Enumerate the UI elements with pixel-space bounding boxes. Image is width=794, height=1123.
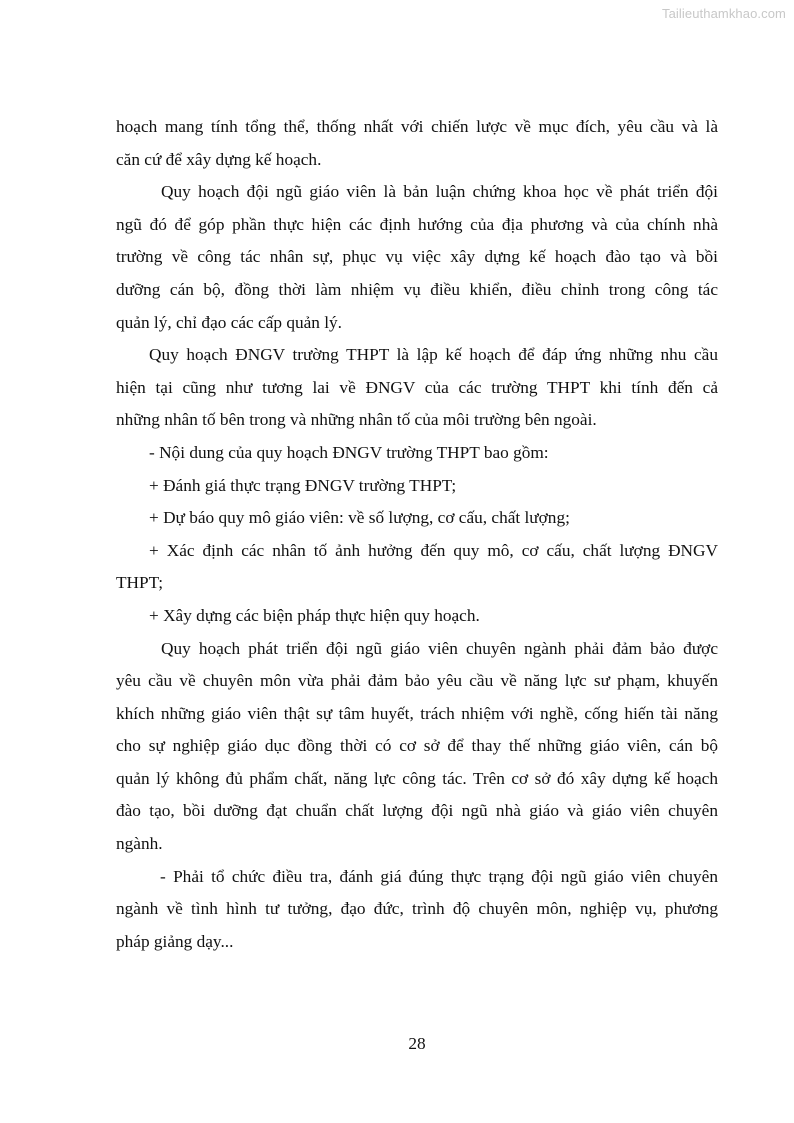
text-line: quản lý, chỉ đạo các cấp quản lý. <box>116 312 343 332</box>
paragraph-first-line: Quy hoạch ĐNGV trường THPT là lập kế hoạch để đáp ứng những nhu cầu <box>149 345 718 365</box>
text-line: yêu cầu về chuyên môn vừa phải đảm bảo yêu cầu về năng lực sư phạm, khuyến <box>116 671 718 691</box>
text-line: THPT; <box>116 573 164 593</box>
text-line: dưỡng cán bộ, đồng thời làm nhiệm vụ điều khiển, điều chỉnh trong công tác <box>116 279 718 299</box>
text-line: hiện tại cũng như tương lai về ĐNGV của các trường THPT khi tính đến cả <box>116 377 718 397</box>
text-line: hoạch mang tính tổng thể, thống nhất với chiến lược về mục đích, yêu cầu và là <box>116 117 718 136</box>
document-body <box>116 111 718 958</box>
text-line: đào tạo, bồi dưỡng đạt chuẩn chất lượng đội ngũ nhà giáo và giáo viên chuyên <box>116 801 718 821</box>
watermark-text: Tailieuthamkhao.com <box>661 6 786 21</box>
list-item: + Xác định các nhân tố ảnh hưởng đến quy mô, cơ cấu, chất lượng ĐNGV <box>149 540 718 560</box>
text-line: cho sự nghiệp giáo dục đồng thời có cơ sở để thay thế những giáo viên, cán bộ <box>116 736 718 756</box>
page-number: 28 <box>408 1034 426 1053</box>
paragraph-first-line: Quy hoạch phát triển đội ngũ giáo viên chuyên ngành phải đảm bảo được <box>161 638 718 658</box>
text-line: ngành. <box>116 834 163 854</box>
text-line: khích những giáo viên thật sự tâm huyết, trách nhiệm với nghề, cống hiến tài năng <box>116 703 718 723</box>
text-line: quản lý không đủ phẩm chất, năng lực công tác. Trên cơ sở đó xây dựng kế hoạch <box>116 768 718 788</box>
paragraph-first-line: - Phải tổ chức điều tra, đánh giá đúng thực trạng đội ngũ giáo viên chuyên <box>160 866 718 886</box>
text-line: trường về công tác nhân sự, phục vụ việc xây dựng kế hoạch đào tạo và bồi <box>116 247 718 267</box>
text-line: căn cứ để xây dựng kế hoạch. <box>116 149 322 169</box>
list-item: + Dự báo quy mô giáo viên: về số lượng, cơ cấu, chất lượng; <box>149 508 570 528</box>
list-item: + Xây dựng các biện pháp thực hiện quy hoạch. <box>149 605 480 625</box>
list-heading: - Nội dung của quy hoạch ĐNGV trường THPT bao gồm: <box>149 442 549 462</box>
text-line: ngũ đó để góp phần thực hiện các định hướng của địa phương và của chính nhà <box>116 214 718 234</box>
paragraph-first-line: Quy hoạch đội ngũ giáo viên là bản luận chứng khoa học về phát triển đội <box>161 182 718 202</box>
text-line: ngành về tình hình tư tưởng, đạo đức, trình độ chuyên môn, nghiệp vụ, phương <box>116 899 718 919</box>
list-item: + Đánh giá thực trạng ĐNGV trường THPT; <box>149 475 457 495</box>
text-line: những nhân tố bên trong và những nhân tố của môi trường bên ngoài. <box>116 410 597 430</box>
text-line: pháp giảng dạy... <box>116 931 234 951</box>
